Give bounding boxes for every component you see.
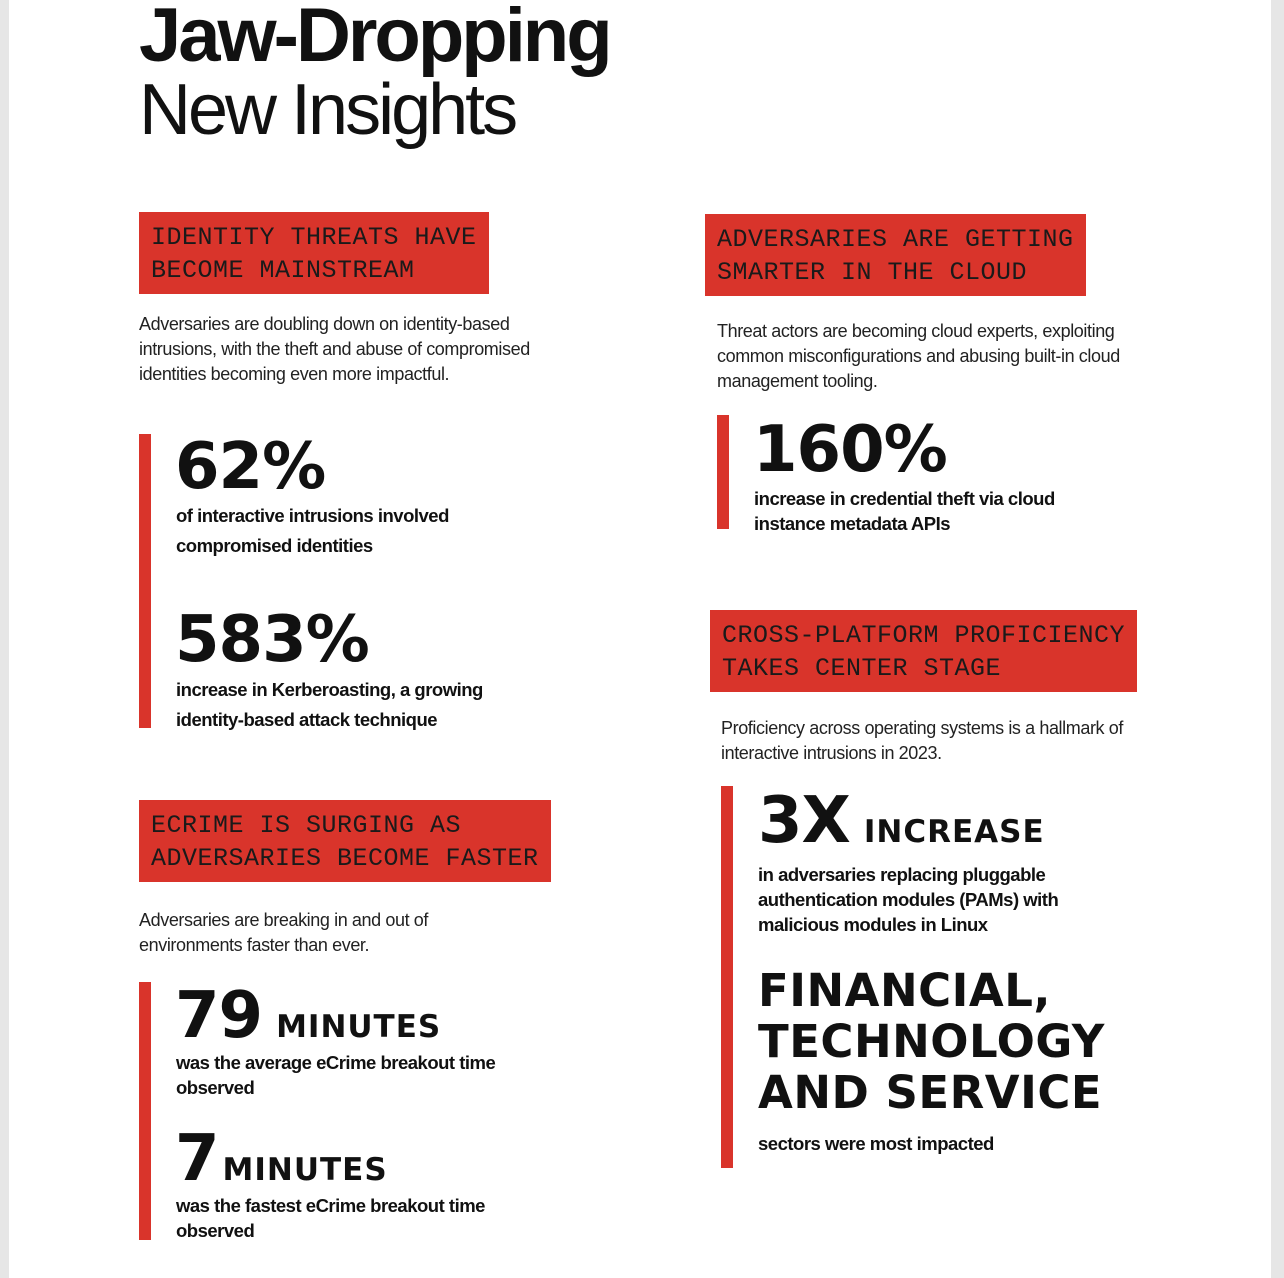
cross-platform-tag-line1: CROSS-PLATFORM PROFICIENCY xyxy=(722,621,1126,650)
identity-tag xyxy=(139,212,489,294)
identity-accent-bar xyxy=(139,434,151,728)
cloud-stat-1-text: increase in credential theft via cloud instance metadata APIs xyxy=(754,488,1055,534)
identity-stat-1-text: of interactive intrusions involved compromised identities xyxy=(176,505,449,556)
ecrime-stat-1-value: 79 xyxy=(175,979,263,1053)
cloud-tag xyxy=(705,214,1086,296)
sectors-text: sectors were most impacted xyxy=(758,1133,994,1154)
page-title: Jaw-Dropping xyxy=(139,0,610,78)
cross-platform-stat-1-unit: INCREASE xyxy=(863,814,1045,850)
sectors-line1: FINANCIAL, xyxy=(758,964,1051,1017)
sectors-line3: AND SERVICE xyxy=(758,1066,1103,1119)
cloud-description: Threat actors are becoming cloud experts, exploiting common misconfigurations and abusing built-in cloud management tooling. xyxy=(717,321,1120,391)
ecrime-stat-1-text: was the average eCrime breakout time observed xyxy=(176,1052,496,1098)
cross-platform-description: Proficiency across operating systems is a hallmark of interactive intrusions in 2023. xyxy=(721,718,1123,763)
cross-platform-tag xyxy=(710,610,1137,692)
cloud-stat-1-value: 160% xyxy=(753,413,947,487)
ecrime-tag-line1: ECRIME IS SURGING AS xyxy=(151,811,462,840)
ecrime-description: Adversaries are breaking in and out of environments faster than ever. xyxy=(139,910,428,955)
identity-tag-line2: BECOME MAINSTREAM xyxy=(151,256,415,285)
impacted-sectors xyxy=(758,965,1105,1118)
identity-stat-1-value: 62% xyxy=(175,430,326,504)
cloud-tag-line2: SMARTER IN THE CLOUD xyxy=(717,258,1028,287)
page-subtitle: New Insights xyxy=(139,70,516,150)
ecrime-stat-2-text: was the fastest eCrime breakout time observed xyxy=(176,1195,485,1241)
ecrime-tag xyxy=(139,800,551,882)
sectors-line2: TECHNOLOGY xyxy=(758,1015,1105,1068)
ecrime-tag-line2: ADVERSARIES BECOME FASTER xyxy=(151,844,539,873)
ecrime-stat-2-unit: MINUTES xyxy=(222,1152,388,1188)
cross-platform-tag-line2: TAKES CENTER STAGE xyxy=(722,654,1002,683)
cross-platform-stat-1 xyxy=(758,786,1045,867)
cloud-tag-line1: ADVERSARIES ARE GETTING xyxy=(717,225,1074,254)
cross-platform-stat-1-text: in adversaries replacing pluggable authentication modules (PAMs) with malicious modules in Linux xyxy=(758,864,1059,935)
cross-platform-stat-1-value: 3X xyxy=(758,784,850,858)
identity-tag-line1: IDENTITY THREATS HAVE xyxy=(151,223,477,252)
identity-stat-2-value: 583% xyxy=(175,603,369,677)
cloud-accent-bar xyxy=(717,415,729,529)
cross-platform-accent-bar xyxy=(721,786,733,1168)
ecrime-stat-1-unit: MINUTES xyxy=(276,1009,442,1045)
ecrime-accent-bar xyxy=(139,982,151,1240)
ecrime-stat-2-value: 7 xyxy=(175,1122,219,1196)
identity-description: Adversaries are doubling down on identity-based intrusions, with the theft and abuse of compromised identities becoming even more impactful. xyxy=(139,314,530,384)
identity-stat-2-text: increase in Kerberoasting, a growing identity-based attack technique xyxy=(176,679,483,730)
